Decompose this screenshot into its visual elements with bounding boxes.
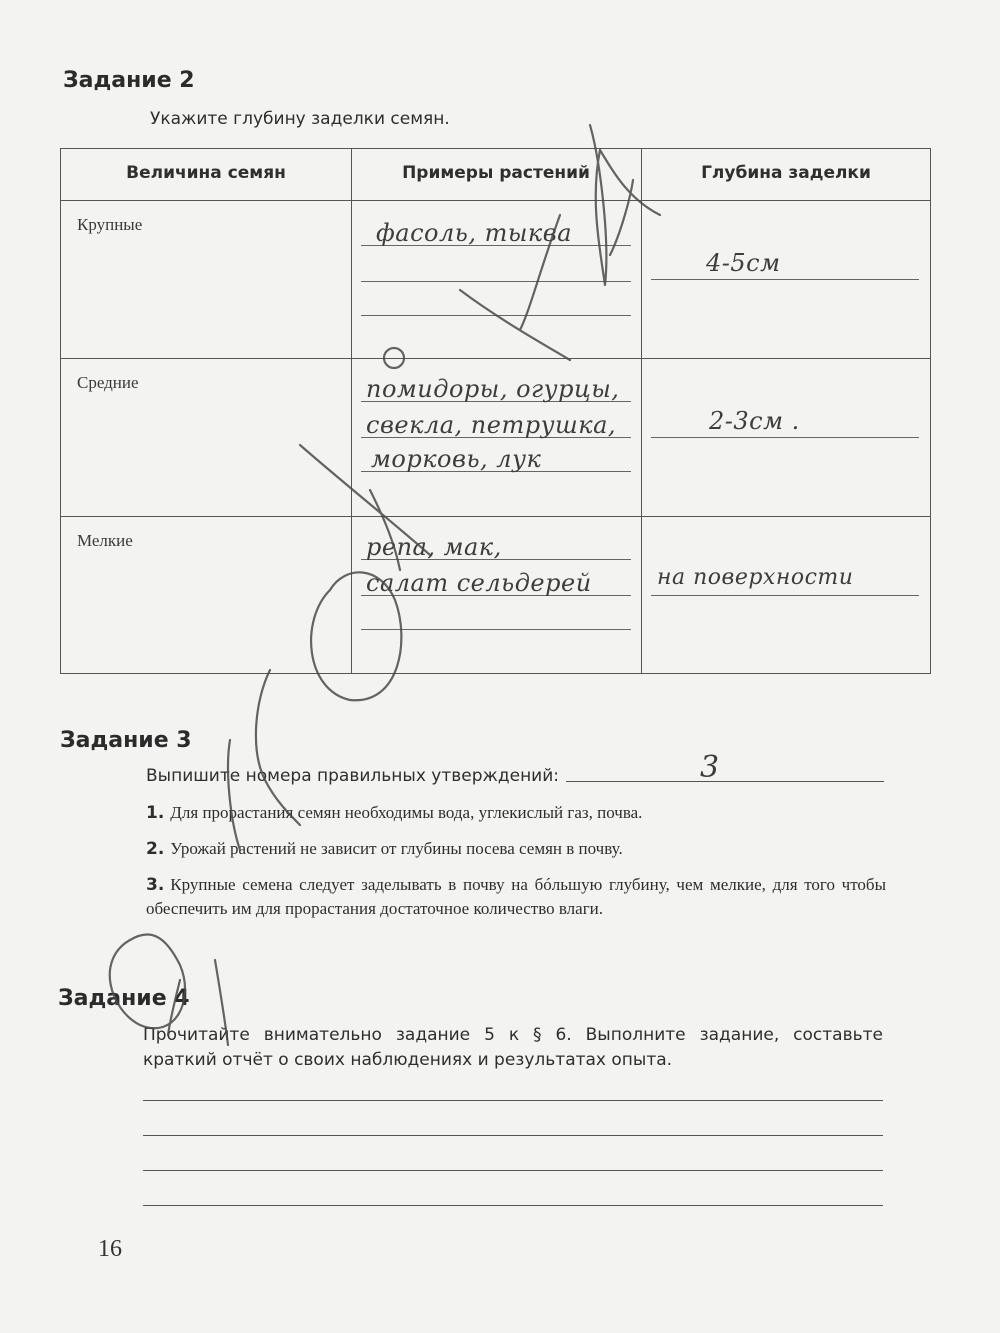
header-sowing-depth: Глубина заделки [701, 163, 871, 183]
header-plant-examples: Примеры растений [402, 163, 590, 183]
task4-answer-line-4[interactable] [143, 1205, 883, 1206]
task2-instruction: Укажите глубину заделки семян. [150, 109, 450, 129]
task3-answer-line[interactable] [566, 781, 884, 782]
task4-answer-line-2[interactable] [143, 1135, 883, 1136]
task3-heading: Задание 3 [60, 728, 192, 753]
examples-medium-3: морковь, лук [371, 445, 542, 473]
task3-answer: 3 [700, 750, 720, 785]
task4-instruction: Прочитайте внимательно задание 5 к § 6. Выполните задание, составьте краткий отчёт о своих наблюдениях и результатах опыта. [143, 1025, 883, 1070]
row-label-medium: Средние [77, 373, 139, 392]
examples-large: фасоль, тыква [376, 219, 573, 247]
task3-instruction: Выпишите номера правильных утверждений: [146, 766, 560, 786]
task4-heading: Задание 4 [58, 986, 190, 1011]
row-label-small: Мелкие [77, 531, 133, 550]
row-label-large: Крупные [77, 215, 143, 234]
statement-3: 3. Крупные семена следует заделывать в почву на бóльшую глубину, чем мелкие, для того чтобы обеспечить им для прорастания достаточное количество влаги. [146, 875, 886, 918]
seed-depth-table [60, 148, 931, 674]
statement-1: 1. Для прорастания семян необходимы вода, углекислый газ, почва. [146, 803, 643, 823]
header-seed-size: Величина семян [126, 163, 286, 183]
task4-answer-line-3[interactable] [143, 1170, 883, 1171]
depth-small: на поверхности [657, 565, 854, 590]
examples-small-2: салат сельдерей [366, 569, 592, 597]
task2-heading: Задание 2 [63, 68, 195, 93]
depth-large: 4-5см [706, 249, 781, 277]
page-number: 16 [98, 1236, 122, 1262]
statement-2: 2. Урожай растений не зависит от глубины посева семян в почву. [146, 839, 623, 859]
task4-answer-line-1[interactable] [143, 1100, 883, 1101]
depth-medium: 2-3см . [709, 407, 800, 435]
examples-medium-1: помидоры, огурцы, [366, 375, 620, 403]
examples-medium-2: свекла, петрушка, [366, 411, 616, 439]
examples-small-1: репа, мак, [366, 533, 502, 561]
